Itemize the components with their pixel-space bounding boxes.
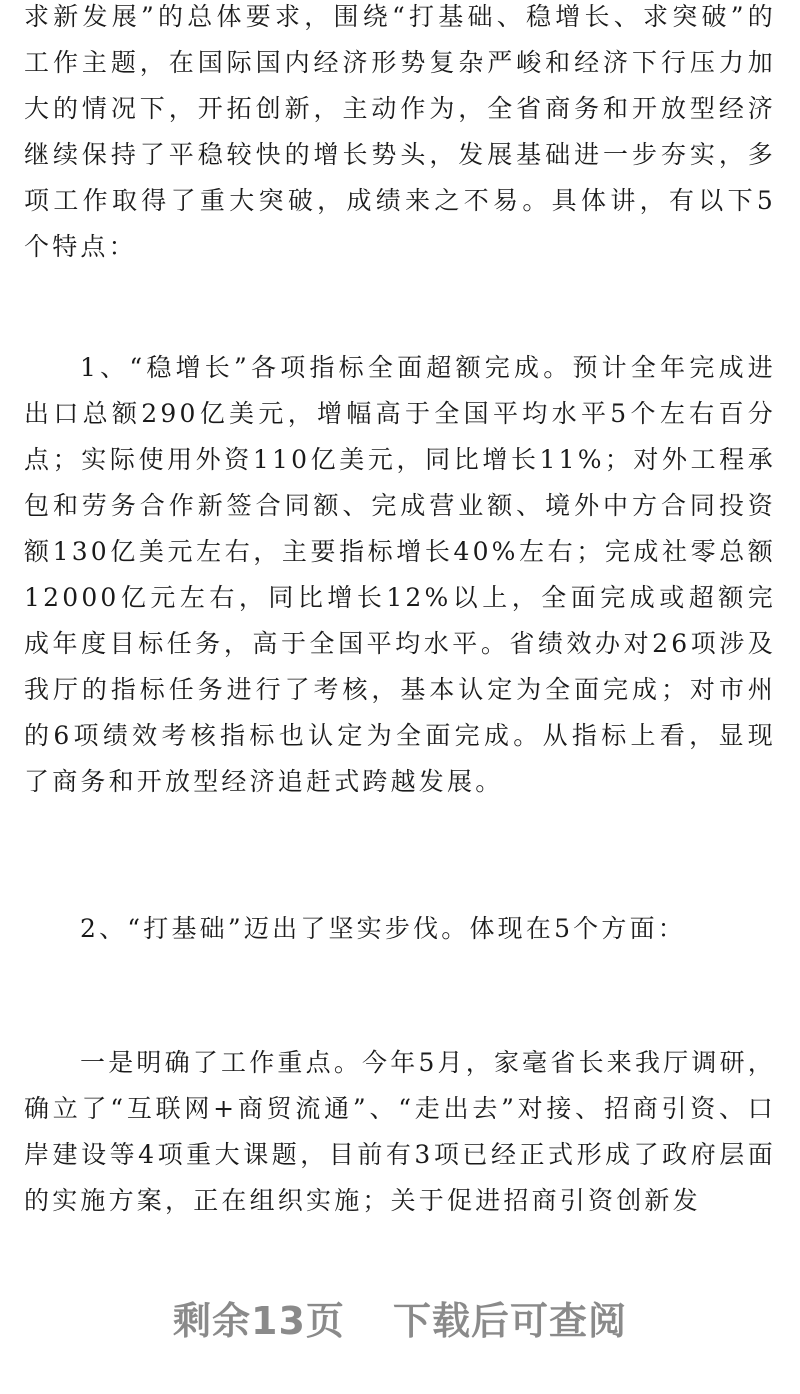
paragraph-point-2: 2、“打基础”迈出了坚实步伐。体现在5个方面：: [80, 914, 686, 943]
download-hint-label: 下载后可查阅: [392, 1299, 627, 1343]
paragraph-subpoint-1: 一是明确了工作重点。今年5月，家毫省长来我厅调研，确立了“互联网+商贸流通”、“走出去”对接、招商引资、口岸建设等4项重大课题，目前有3项已经正式形成了政府层面的实施方案，正在组织实施；关于促进招商引资创新发: [24, 1048, 776, 1215]
remaining-pages-label: 剩余13页: [173, 1299, 345, 1343]
paragraph-intro: 求新发展”的总体要求，围绕“打基础、稳增长、求突破”的工作主题，在国际国内经济形势复杂严峻和经济下行压力加大的情况下，开拓创新，主动作为，全省商务和开放型经济继续保持了平稳较快的增长势头，发展基础进一步夯实，多项工作取得了重大突破，成绩来之不易。具体讲，有以下5个特点：: [24, 2, 776, 261]
download-prompt[interactable]: [0, 1290, 800, 1345]
paragraph-point-1: 1、“稳增长”各项指标全面超额完成。预计全年完成进出口总额290亿美元，增幅高于全国平均水平5个左右百分点；实际使用外资110亿美元，同比增长11%；对外工程承包和劳务合作新签合同额、完成营业额、境外中方合同投资额130亿美元左右，主要指标增长40%左右；完成社零总额12000亿元左右，同比增长12%以上，全面完成或超额完成年度目标任务，高于全国平均水平。省绩效办对26项涉及我厅的指标任务进行了考核，基本认定为全面完成；对市州的6项绩效考核指标也认定为全面完成。从指标上看，显现了商务和开放型经济追赶式跨越发展。: [24, 353, 776, 796]
